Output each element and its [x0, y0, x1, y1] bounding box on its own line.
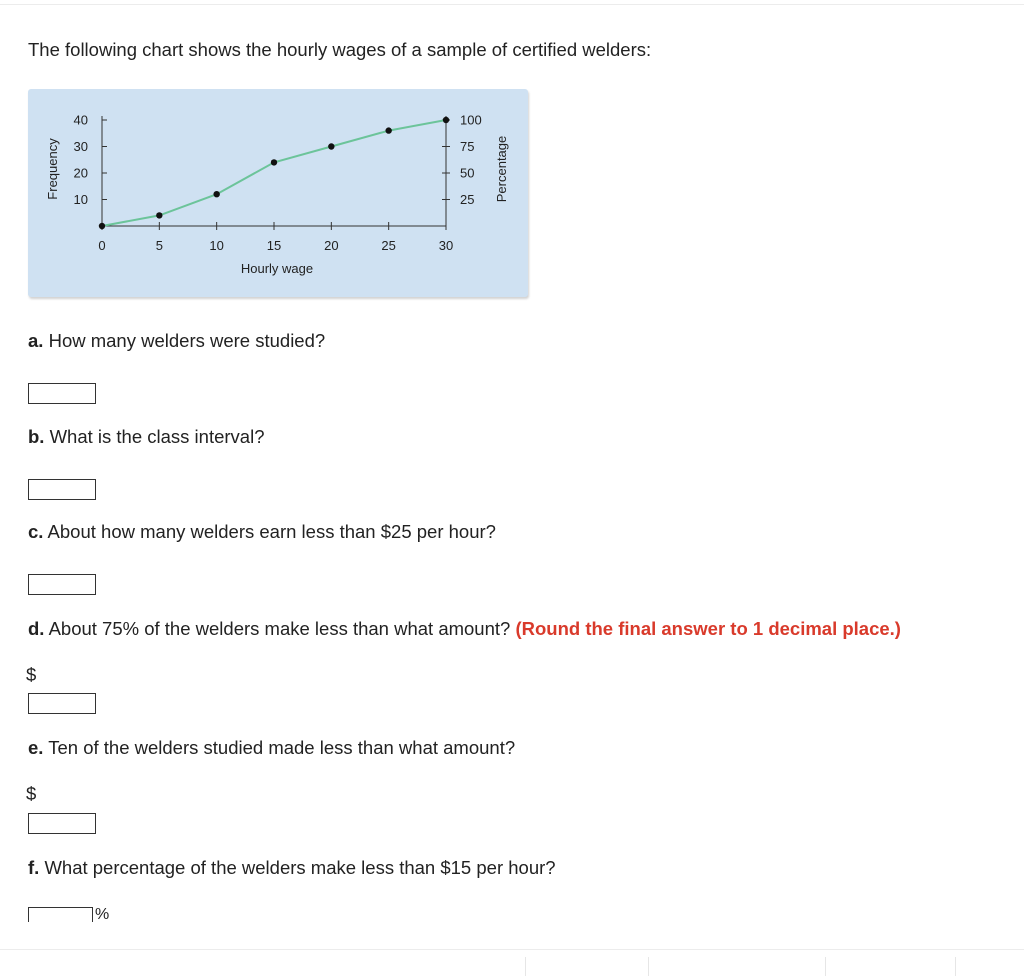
question-a-letter: a. [28, 330, 44, 351]
question-f-text: What percentage of the welders make less than $15 per hour? [39, 857, 556, 878]
percent-sign: % [95, 906, 110, 923]
dollar-sign-e: $ [26, 783, 37, 804]
x-axis-tick-label: 20 [324, 238, 339, 253]
left-axis-tick-label: 20 [73, 165, 88, 181]
x-axis-tick-label: 15 [266, 238, 282, 253]
intro-text: The following chart shows the hourly wages of a sample of certified welders: [28, 39, 652, 60]
footer-divider [525, 957, 526, 976]
series-line [102, 120, 446, 226]
right-axis-title: Percentage [494, 135, 509, 203]
footer-divider [955, 957, 956, 976]
question-c-letter: c. [28, 521, 44, 542]
question-b-text: What is the class interval? [44, 426, 265, 447]
answer-b-input[interactable] [28, 479, 96, 500]
footer-divider [648, 957, 649, 976]
question-b-letter: b. [28, 426, 45, 447]
x-axis-tick-label: 25 [381, 238, 396, 253]
x-axis-tick-label: 0 [98, 238, 106, 253]
question-b [28, 426, 264, 448]
data-point [443, 117, 449, 123]
question-c-text: About how many welders earn less than $25 per hour? [43, 521, 496, 542]
answer-c-input[interactable] [28, 574, 96, 595]
data-point [271, 159, 277, 165]
answer-f-input[interactable] [28, 907, 93, 922]
left-axis-tick-label: 30 [73, 139, 88, 154]
answer-a-input[interactable] [28, 383, 96, 404]
left-axis-tick-label: 40 [73, 112, 88, 128]
data-point [328, 143, 334, 149]
question-e [28, 737, 515, 759]
footer-divider [825, 957, 826, 976]
rounding-note: (Round the final answer to 1 decimal place.) [515, 618, 901, 639]
question-f [28, 857, 556, 879]
left-axis-title: Frequency [45, 138, 60, 200]
answer-e-input[interactable] [28, 813, 96, 834]
question-f-letter: f. [28, 857, 40, 878]
question-e-letter: e. [28, 737, 44, 758]
question-a-text: How many welders were studied? [43, 330, 326, 351]
right-axis-tick-label: 50 [460, 165, 475, 181]
answer-d-input[interactable] [28, 693, 96, 714]
x-axis-title: Hourly wage [240, 261, 314, 276]
x-axis-tick-label: 10 [209, 238, 224, 253]
x-axis-tick-label: 30 [438, 238, 454, 253]
question-c [28, 521, 496, 543]
right-axis-tick-label: 75 [460, 139, 475, 154]
right-axis-tick-label: 25 [460, 192, 475, 207]
left-axis-tick-label: 10 [73, 192, 88, 207]
ogive-chart [28, 89, 528, 297]
data-point [156, 212, 162, 218]
question-d [28, 618, 901, 640]
question-e-text: Ten of the welders studied made less than what amount? [43, 737, 516, 758]
dollar-sign-d: $ [26, 664, 37, 685]
question-d-letter: d. [28, 618, 45, 639]
data-point [213, 191, 219, 197]
data-point [99, 223, 105, 229]
question-d-text: About 75% of the welders make less than what amount? [44, 618, 516, 639]
right-axis-tick-label: 100 [460, 112, 482, 128]
question-a [28, 330, 325, 352]
data-point [385, 127, 391, 133]
bottom-divider [0, 949, 1024, 950]
chart-panel [28, 89, 528, 297]
top-divider [0, 4, 1024, 5]
x-axis-tick-label: 5 [155, 238, 163, 253]
